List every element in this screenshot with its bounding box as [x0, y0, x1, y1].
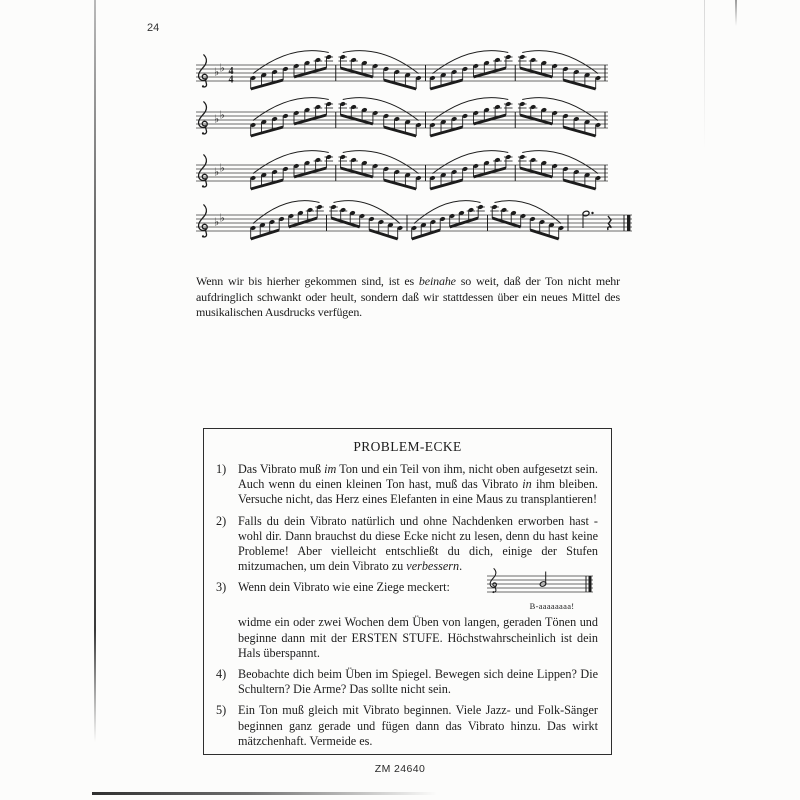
- svg-text:♭: ♭: [214, 215, 220, 229]
- svg-text:♭: ♭: [219, 61, 225, 75]
- problem-item-5: [216, 703, 598, 749]
- bleat-note-example: [478, 571, 598, 612]
- item-number: 2): [216, 513, 227, 528]
- music-stave-4: [194, 197, 634, 245]
- item-number: 3): [216, 580, 227, 595]
- problem-box-title: PROBLEM-ECKE: [353, 439, 462, 454]
- item-text: Beobachte dich beim Üben im Spiegel. Bewegen sich deine Lippen? Die Schultern? Die Arme? Das sollte nicht sein.: [238, 667, 598, 697]
- footer-catalog-number: ZM 24640: [374, 763, 426, 775]
- problem-box: [203, 428, 612, 755]
- scan-edge-left-line: [94, 0, 96, 742]
- svg-text:♭: ♭: [214, 65, 220, 79]
- svg-text:♭: ♭: [219, 211, 225, 225]
- svg-text:4: 4: [228, 74, 234, 86]
- problem-item-2: [216, 514, 598, 575]
- music-stave-3: [194, 147, 610, 195]
- problem-item-4: [216, 667, 598, 697]
- scan-edge-bottom-line: [92, 792, 437, 795]
- item-text: [238, 580, 598, 661]
- svg-text:♭: ♭: [219, 161, 225, 175]
- music-stave-2: [194, 94, 610, 142]
- svg-text:4: 4: [228, 66, 234, 77]
- item-number: 5): [216, 703, 227, 718]
- svg-text:♭: ♭: [214, 112, 220, 126]
- item-text: Falls du dein Vibrato natürlich und ohne Nachdenken erworben hast - wohl dir. Dann brauchst du diese Ecke nicht zu lesen, denn du hast keine Probleme! Aber vielleicht entschließt du dich, einige der Stufen mitzumachen, um dein Vibrato zu verbessern.: [238, 513, 598, 574]
- item-text: Das Vibrato muß im Ton und ein Teil von ihm, nicht oben aufgesetzt sein. Auch wenn du einen kleinen Ton hast, muß das Vibrato in ihm bleiben. Versuche nicht, das Herz eines Elefanten in eine Maus zu transplantieren!: [238, 462, 598, 507]
- music-stave-1: [194, 47, 610, 95]
- scan-edge-top-mark: [735, 0, 737, 26]
- svg-text:♭: ♭: [219, 108, 225, 122]
- item-3-first-line: Wenn dein Vibrato wie eine Ziege meckert: B-aaaaaaaa!: [238, 580, 598, 613]
- page-number: 24: [147, 22, 160, 34]
- problem-item-1: [216, 462, 598, 508]
- item-number: 1): [216, 462, 227, 476]
- svg-text:♭: ♭: [214, 165, 220, 179]
- scan-edge-right-mark: [704, 0, 705, 150]
- snippet-stave: [481, 571, 595, 597]
- snippet-caption: B-aaaaaaaa!: [529, 601, 575, 612]
- intro-paragraph: Wenn wir bis hierher gekommen sind, ist es beinahe so weit, daß der Ton nicht mehr aufdringlich schwankt oder heult, sondern daß wir stattdessen über ein neues Mittel des musikalischen Ausdrucks verfügen.: [196, 274, 620, 319]
- problem-item-3: [216, 580, 598, 661]
- item-text: Ein Ton muß gleich mit Vibrato beginnen. Viele Jazz- und Folk-Sänger beginnen ganz gerade und fügen dann das Vibrato hinzu. Das wirkt mätzchenhaft. Vermeide es.: [238, 703, 598, 748]
- item-3-continuation: widme ein oder zwei Wochen dem Üben von langen, geraden Tönen und beginne dann mit der ERSTEN STUFE. Höchstwahrscheinlich ist dein Hals überspannt.: [238, 615, 598, 660]
- item-number: 4): [216, 667, 227, 682]
